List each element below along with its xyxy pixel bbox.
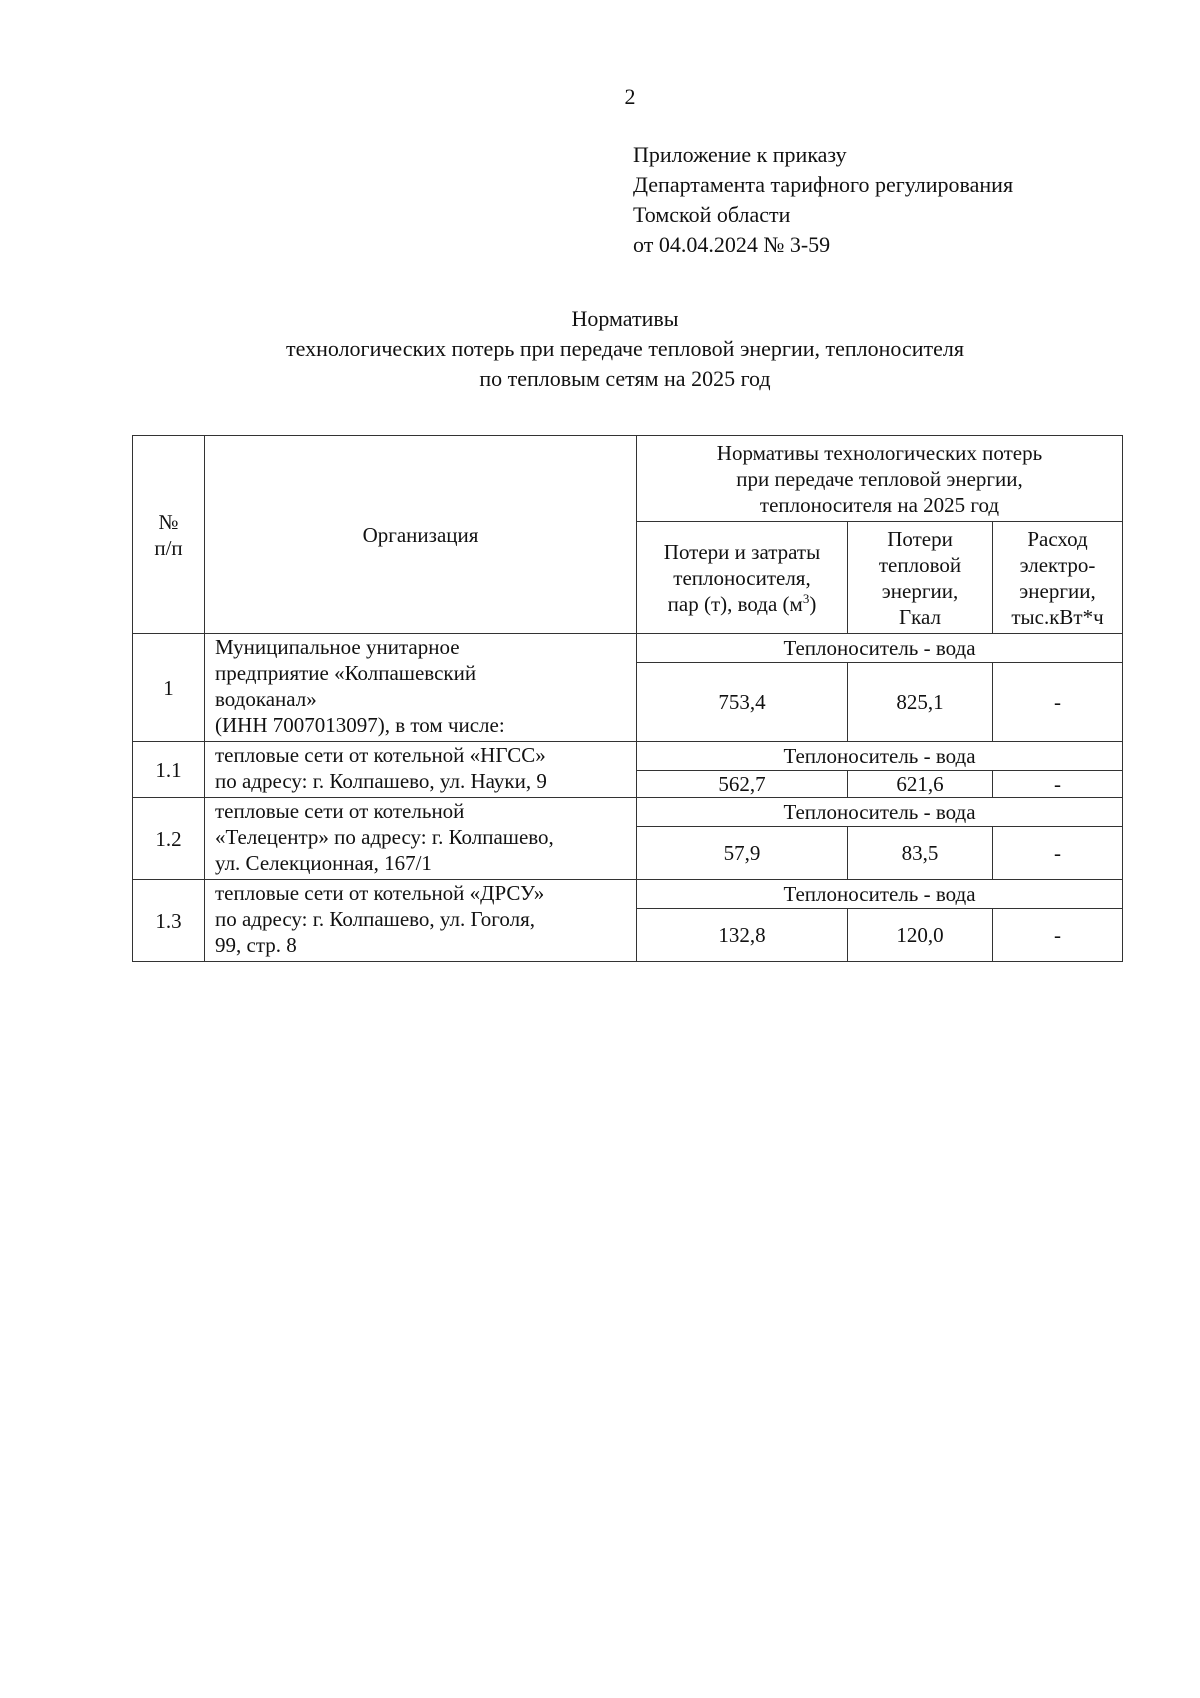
title-line: Нормативы [571,306,679,331]
table-row [133,742,1123,771]
power-consumption-value: - [993,771,1123,798]
header-power-consumption: Расход электро- энергии, тыс.кВт*ч [993,522,1123,634]
power-consumption-value: - [993,909,1123,962]
appendix-line: Томской области [633,202,791,227]
row-number: 1.1 [133,742,205,798]
coolant-type-band: Теплоноситель - вода [637,742,1123,771]
header-coolant-losses: Потери и затраты теплоносителя, пар (т), вода $(м^3)$ [637,522,848,634]
heat-losses-value: 621,6 [848,771,993,798]
header-norms-group: Нормативы технологических потерь при передаче тепловой энергии, теплоносителя на 2025 год [637,436,1123,522]
norms-table [132,435,1123,962]
header-organization: Организация [205,436,637,634]
coolant-type-band: Теплоноситель - вода [637,880,1123,909]
power-consumption-value: - [993,663,1123,742]
header-number: № п/п [133,436,205,634]
coolant-losses-value: 57,9 [637,827,848,880]
page-number: 2 [624,84,636,109]
row-organization: Муниципальное унитарное предприятие «Колпашевский водоканал» (ИНН 7007013097), в том числе: [205,634,637,742]
appendix-block [633,140,1013,260]
row-number: 1.3 [133,880,205,962]
coolant-type-band: Теплоноситель - вода [637,634,1123,663]
heat-losses-value: 120,0 [848,909,993,962]
row-number: 1 [133,634,205,742]
row-organization: тепловые сети от котельной «ДРСУ» по адресу: г. Колпашево, ул. Гоголя, 99, стр. 8 [205,880,637,962]
coolant-losses-value: 562,7 [637,771,848,798]
table-row [133,634,1123,663]
coolant-type-band: Теплоноситель - вода [637,798,1123,827]
row-organization: тепловые сети от котельной «Телецентр» по адресу: г. Колпашево, ул. Селекционная, 167/1 [205,798,637,880]
power-consumption-value: - [993,827,1123,880]
document-title [0,304,1200,394]
row-organization: тепловые сети от котельной «НГСС» по адресу: г. Колпашево, ул. Науки, 9 [205,742,637,798]
coolant-losses-value: 132,8 [637,909,848,962]
header-heat-losses: Потери тепловой энергии, Гкал [848,522,993,634]
title-line: технологических потерь при передаче тепловой энергии, теплоносителя [286,336,964,361]
heat-losses-value: 83,5 [848,827,993,880]
table-row [133,798,1123,827]
table-row [133,880,1123,909]
title-line: по тепловым сетям на 2025 год [479,366,771,391]
appendix-line: Приложение к приказу [633,142,847,167]
heat-losses-value: 825,1 [848,663,993,742]
coolant-losses-value: 753,4 [637,663,848,742]
appendix-line: Департамента тарифного регулирования [633,172,1014,197]
appendix-order-line: от 04.04.2024 № 3-59 [633,232,831,257]
row-number: 1.2 [133,798,205,880]
